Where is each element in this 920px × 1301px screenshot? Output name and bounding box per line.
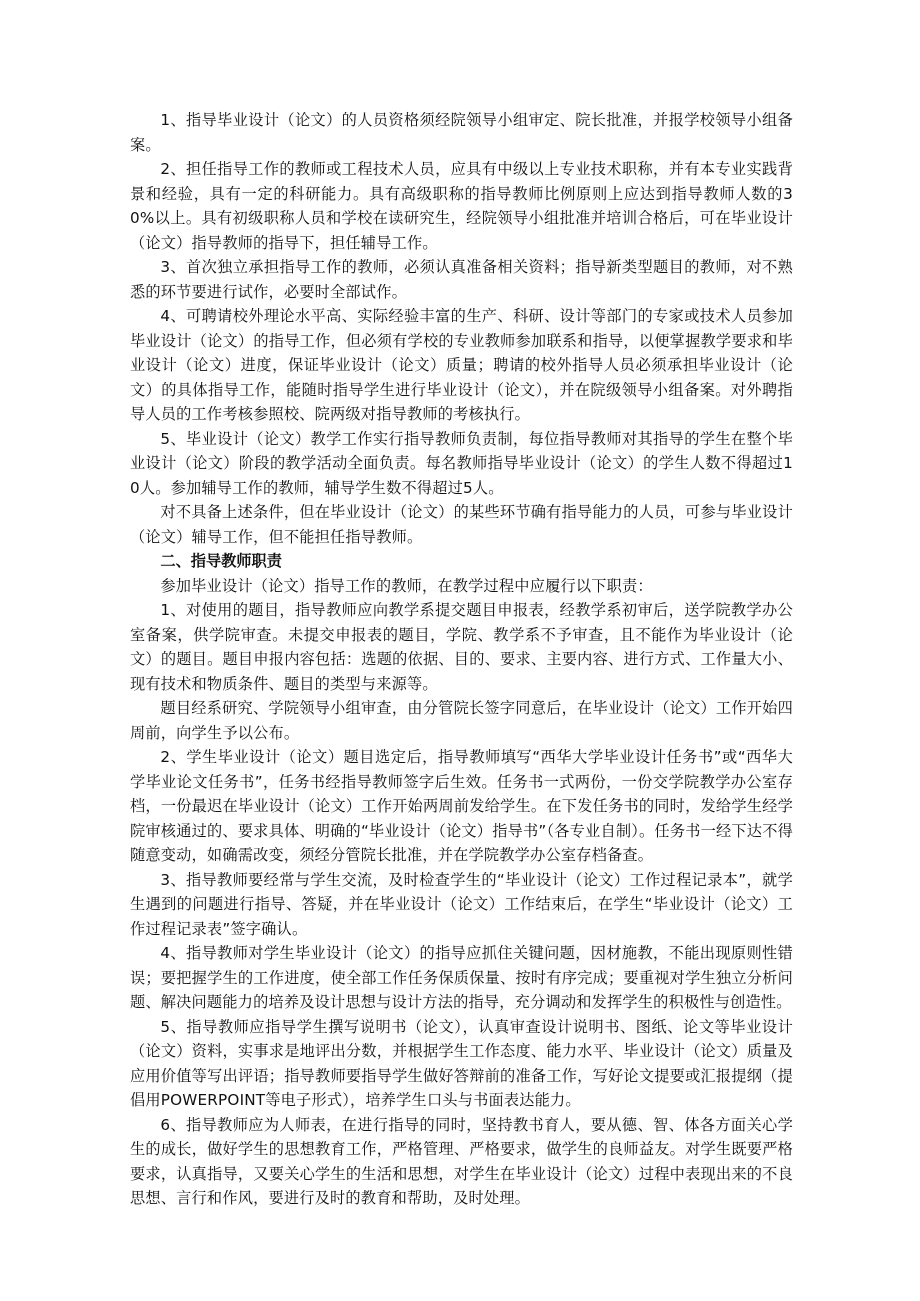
document-body — [130, 108, 793, 1211]
paragraph: 4、指导教师对学生毕业设计（论文）的指导应抓住关键问题，因材施教，不能出现原则性错误；要把握学生的工作进度，使全部工作任务保质保量、按时有序完成；要重视对学生独立分析问题、解决问题能力的培养及设计思想与设计方法的指导，充分调动和发挥学生的积极性与创造性。 — [130, 944, 793, 1011]
paragraph: 5、指导教师应指导学生撰写说明书（论文），认真审查设计说明书、图纸、论文等毕业设计（论文）资料，实事求是地评出分数，并根据学生工作态度、能力水平、毕业设计（论文）质量及应用价值等写出评语；指导教师要指导学生做好答辩前的准备工作，写好论文提要或汇报提纲（提倡用POWERPOINT等电子形式），培养学生口头与书面表达能力。 — [130, 1017, 793, 1109]
paragraph: 1、指导毕业设计（论文）的人员资格须经院领导小组审定、院长批准，并报学校领导小组备案。 — [130, 111, 793, 154]
paragraph: 1、对使用的题目，指导教师应向教学系提交题目申报表，经教学系初审后，送学院教学办公室备案，供学院审查。未提交申报表的题目，学院、教学系不予审查，且不能作为毕业设计（论文）的题目。题目申报内容包括：选题的依据、目的、要求、主要内容、进行方式、工作量大小、现有技术和物质条件、题目的类型与来源等。 — [130, 601, 793, 693]
paragraph: 3、首次独立承担指导工作的教师，必须认真准备相关资料；指导新类型题目的教师，对不熟悉的环节要进行试作，必要时全部试作。 — [130, 258, 793, 301]
paragraph: 3、指导教师要经常与学生交流，及时检查学生的“毕业设计（论文）工作过程记录本”，就学生遇到的问题进行指导、答疑，并在毕业设计（论文）工作结束后，在学生“毕业设计（论文）工作过程记录表”签字确认。 — [130, 870, 793, 938]
paragraph: 4、可聘请校外理论水平高、实际经验丰富的生产、科研、设计等部门的专家或技术人员参加毕业设计（论文）的指导工作，但必须有学校的专业教师参加联系和指导，以便掌握教学要求和毕业设计（论文）进度，保证毕业设计（论文）质量；聘请的校外指导人员必须承担毕业设计（论文）的具体指导工作，能随时指导学生进行毕业设计（论文），并在院级领导小组备案。对外聘指导人员的工作考核参照校、院两级对指导教师的考核执行。 — [130, 307, 793, 423]
paragraph: 6、指导教师应为人师表，在进行指导的同时，坚持教书育人，要从德、智、体各方面关心学生的成长，做好学生的思想教育工作，严格管理、严格要求，做学生的良师益友。对学生既要严格要求，认真指导，又要关心学生的生活和思想，对学生在毕业设计（论文）过程中表现出来的不良思想、言行和作风，要进行及时的教育和帮助，及时处理。 — [130, 1115, 793, 1207]
paragraph: 2、担任指导工作的教师或工程技术人员，应具有中级以上专业技术职称，并有本专业实践背景和经验，具有一定的科研能力。具有高级职称的指导教师比例原则上应达到指导教师人数的30%以上。具有初级职称人员和学校在读研究生，经院领导小组批准并培训合格后，可在毕业设计（论文）指导教师的指导下，担任辅导工作。 — [130, 160, 793, 252]
paragraph: 对不具备上述条件，但在毕业设计（论文）的某些环节确有指导能力的人员，可参与毕业设计（论文）辅导工作，但不能担任指导教师。 — [130, 503, 793, 546]
section-heading: 二、指导教师职责 — [160, 552, 282, 570]
paragraph: 题目经系研究、学院领导小组审查，由分管院长签字同意后，在毕业设计（论文）工作开始四周前，向学生予以公布。 — [130, 699, 793, 742]
paragraph: 5、毕业设计（论文）教学工作实行指导教师负责制，每位指导教师对其指导的学生在整个毕业设计（论文）阶段的教学活动全面负责。每名教师指导毕业设计（论文）的学生人数不得超过10人。参加辅导工作的教师，辅导学生数不得超过5人。 — [130, 429, 793, 497]
paragraph: 2、学生毕业设计（论文）题目选定后，指导教师填写“西华大学毕业设计任务书”或“西华大学毕业论文任务书”，任务书经指导教师签字后生效。任务书一式两份，一份交学院教学办公室存档，一份最迟在毕业设计（论文）工作开始两周前发给学生。在下发任务书的同时，发给学生经学院审核通过的、要求具体、明确的“毕业设计（论文）指导书”（各专业自制）。任务书一经下达不得随意变动，如确需改变，须经分管院长批准，并在学院教学办公室存档备查。 — [130, 748, 793, 864]
paragraph: 参加毕业设计（论文）指导工作的教师，在教学过程中应履行以下职责： — [160, 576, 653, 595]
